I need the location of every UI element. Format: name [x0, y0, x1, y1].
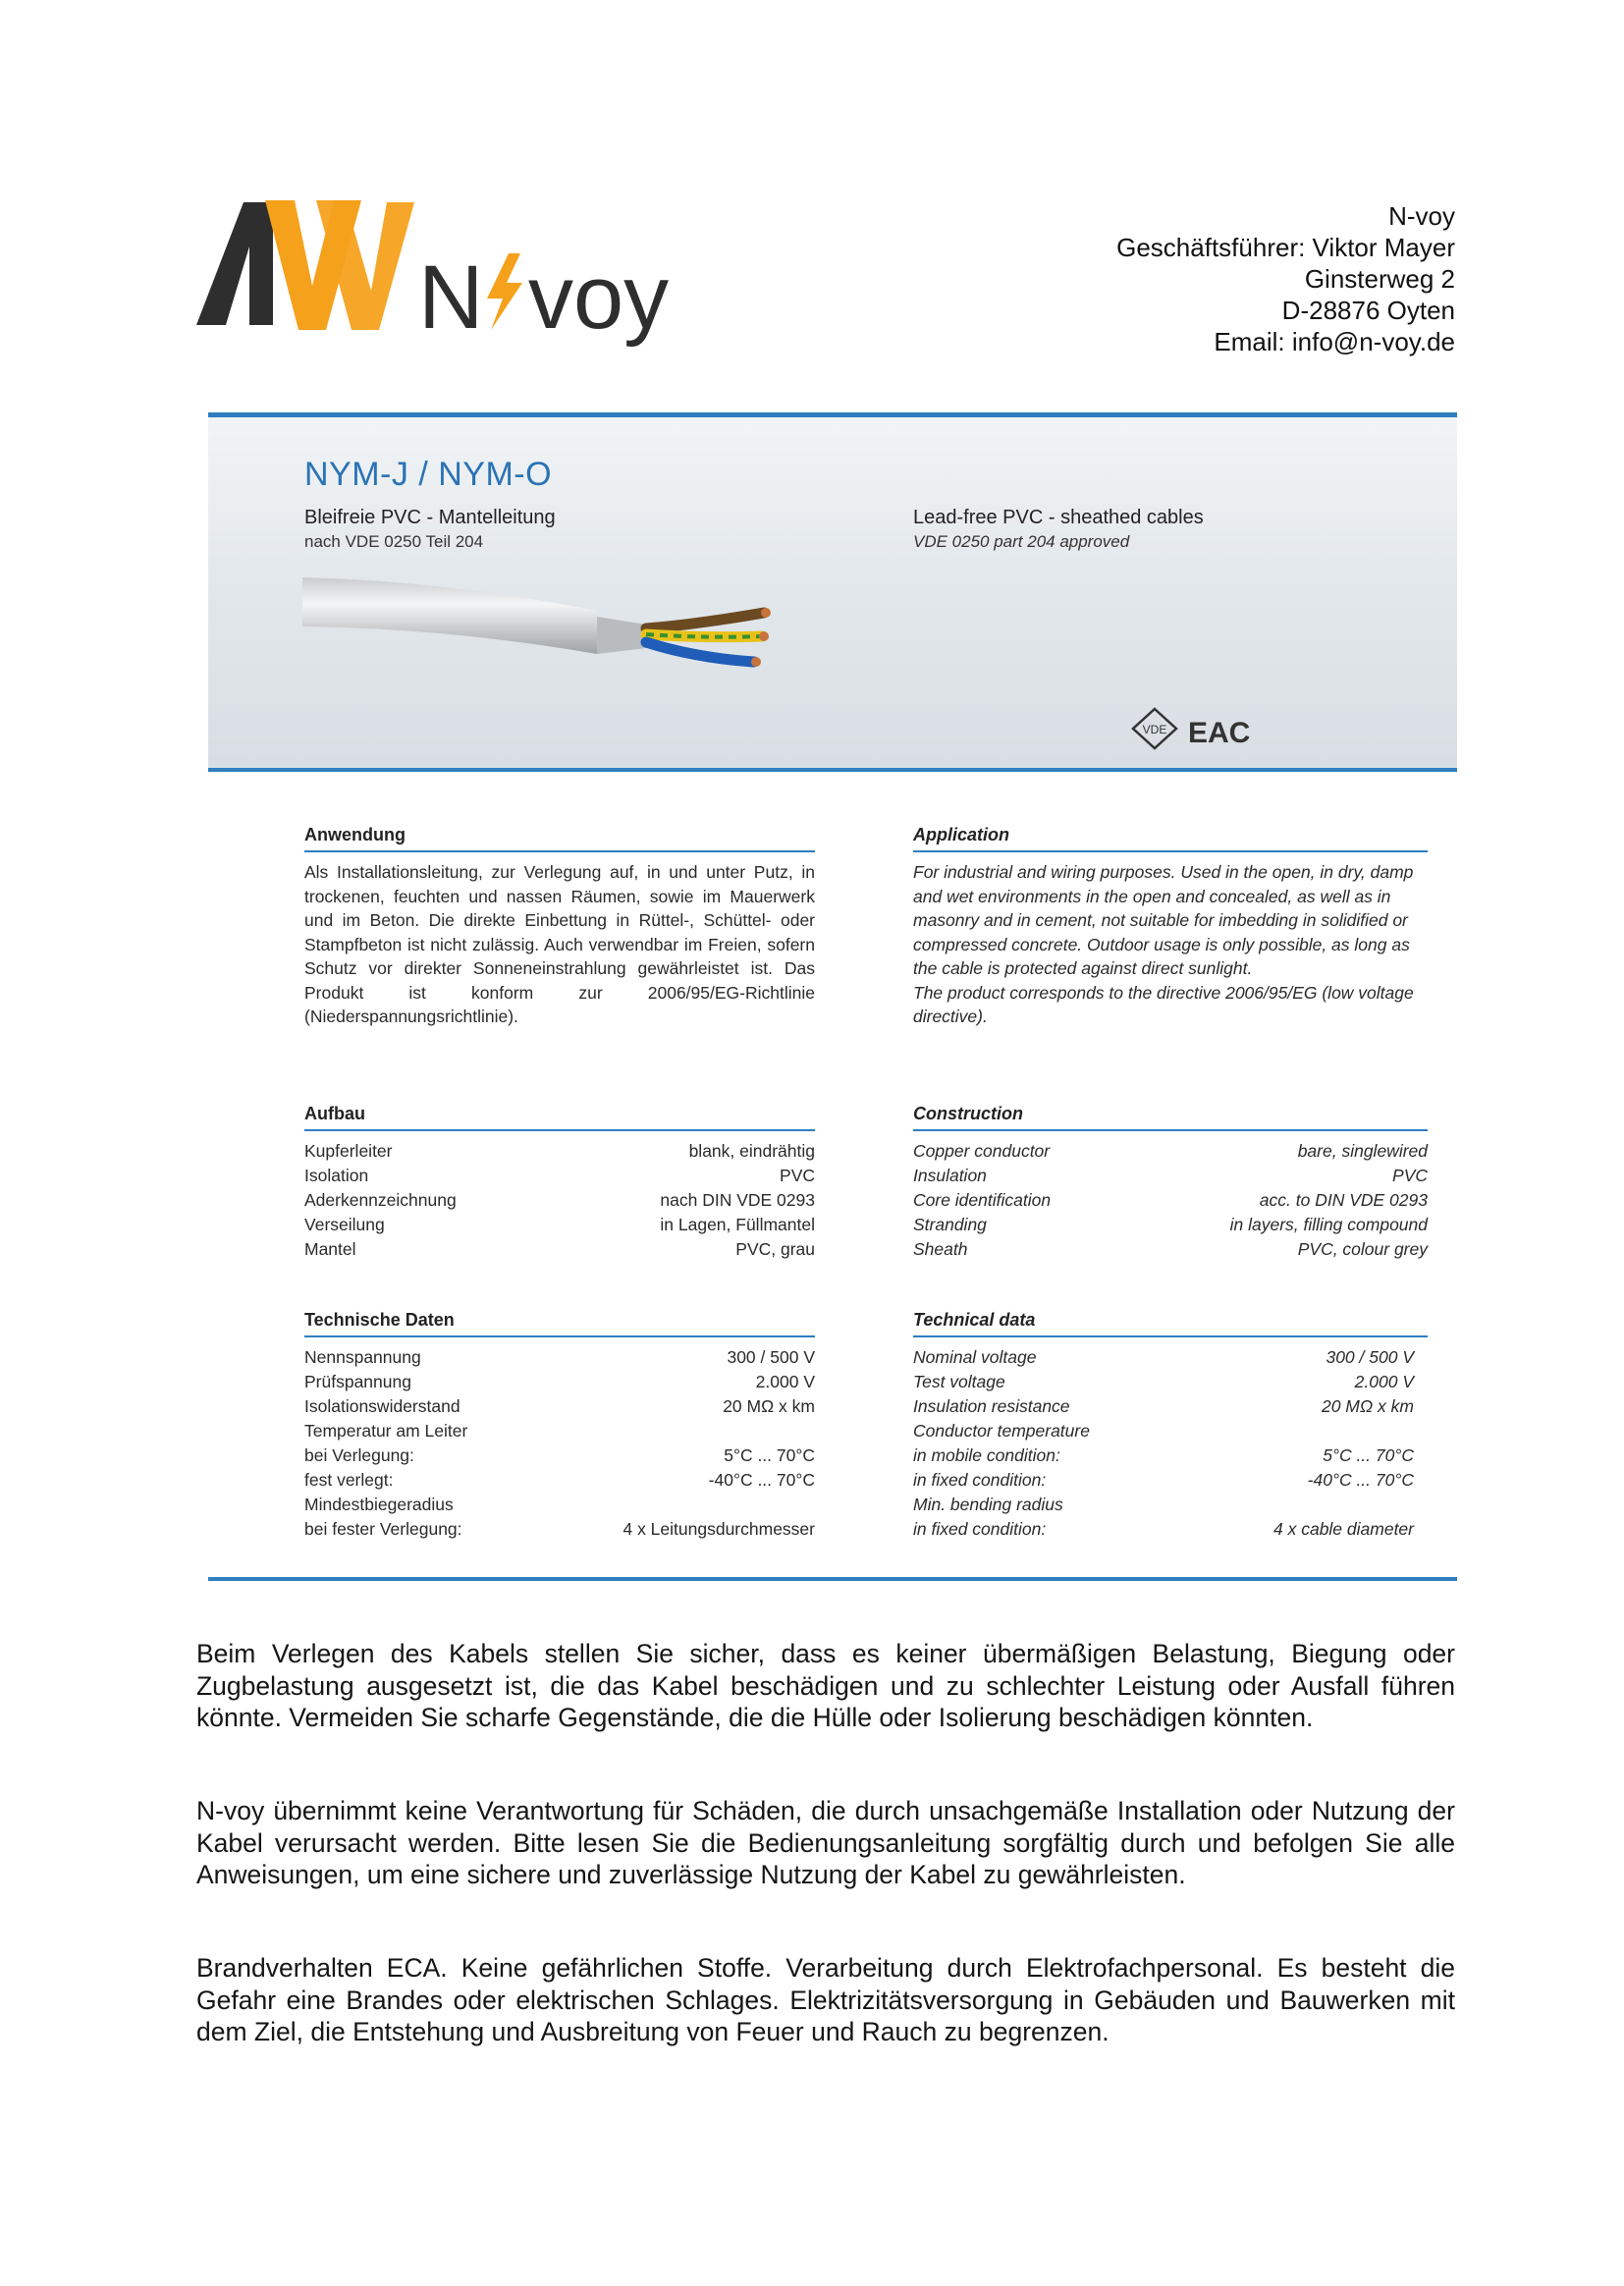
spec-value: -40°C ... 70°C	[708, 1470, 815, 1490]
spec-value: 20 MΩ x km	[723, 1396, 815, 1416]
spec-label: Sheath	[913, 1239, 968, 1259]
company-city: D-28876 Oyten	[1281, 296, 1455, 325]
spec-label: bei Verlegung:	[304, 1445, 414, 1465]
spec-label: Kupferleiter	[304, 1141, 393, 1161]
en-subtitle: Lead-free PVC - sheathed cables	[913, 507, 1204, 528]
spec-value: 300 / 500 V	[727, 1347, 815, 1367]
datasheet	[208, 412, 1457, 1581]
spec-value: blank, eindrähtig	[688, 1141, 815, 1161]
company-logo	[196, 192, 707, 359]
spec-value: nach DIN VDE 0293	[660, 1190, 815, 1210]
spec-label: in fixed condition:	[913, 1519, 1047, 1539]
application-rule	[913, 850, 1428, 852]
product-title: NYM-J / NYM-O	[304, 456, 553, 493]
application-text	[913, 860, 1428, 1029]
spec-label: Nominal voltage	[913, 1347, 1037, 1367]
lightning-icon	[487, 253, 522, 330]
spec-label: Insulation	[913, 1166, 987, 1185]
certification-marks	[1131, 705, 1251, 754]
spec-value: PVC	[1392, 1166, 1428, 1185]
body-paragraph-3: Brandverhalten ECA. Keine gefährlichen Stoffe. Verarbeitung durch Elektrofachpersonal. Es besteht die Gefahr eine Brandes oder elektrischen Schlages. Elektrizitätsversorgung in Gebäuden und Bauwerken mit dem Ziel, die Entstehung und Ausbreitung von Feuer und Rauch zu begrenzen.	[196, 1953, 1455, 2046]
spec-label: Temperatur am Leiter	[304, 1421, 468, 1441]
company-address	[1116, 200, 1455, 357]
de-subtitle: Bleifreie PVC - Mantelleitung	[304, 507, 556, 528]
spec-value: PVC	[780, 1166, 815, 1185]
company-street: Ginsterweg 2	[1304, 264, 1455, 294]
spec-label: Mindestbiegeradius	[304, 1495, 454, 1514]
spec-label: Test voltage	[913, 1372, 1005, 1391]
spec-label: Stranding	[913, 1215, 987, 1234]
sheet-bottom-rule	[208, 1577, 1457, 1581]
banner-rule	[208, 768, 1457, 772]
spec-value: acc. to DIN VDE 0293	[1259, 1190, 1428, 1210]
company-name: N-voy	[1388, 201, 1455, 231]
body-paragraph-2: N-voy übernimmt keine Verantwortung für Schäden, die durch unsachgemäße Installation oder Nutzung der Kabel verursacht werden. Bitte lesen Sie die Bedienungsanleitung sorgfältig durch und befolgen Sie alle Anweisungen, um eine sichere und zuverlässige Nutzung der Kabel zu gewährleisten.	[196, 1796, 1455, 1889]
spec-label: fest verlegt:	[304, 1470, 394, 1490]
eac-mark-icon: EAC	[1188, 717, 1251, 749]
spec-value: in layers, filling compound	[1229, 1215, 1428, 1234]
spec-label: Isolation	[304, 1166, 369, 1185]
construction-table	[913, 1141, 1428, 1269]
spec-value: 5°C ... 70°C	[1323, 1445, 1414, 1465]
construction-rule	[913, 1129, 1428, 1131]
technical-data-title: Technical data	[913, 1310, 1036, 1330]
body-paragraph-1: Beim Verlegen des Kabels stellen Sie sicher, dass es keiner übermäßigen Belastung, Biegung oder Zugbelastung ausgesetzt ist, die das Kabel beschädigen und zu schlechter Leistung oder Ausfall führen könnte. Vermeiden Sie scharfe Gegenstände, die die Hülle oder Isolierung beschädigen könnten.	[196, 1639, 1455, 1732]
spec-label: bei fester Verlegung:	[304, 1519, 462, 1539]
technische-daten-title: Technische Daten	[304, 1310, 455, 1330]
spec-label: Verseilung	[304, 1215, 385, 1234]
logo-brand-n: N	[418, 247, 484, 348]
vde-mark-label: VDE	[1142, 723, 1167, 736]
anwendung-text: Als Installationsleitung, zur Verlegung auf, in und unter Putz, in trockenen, feuchten und nassen Räumen, sowie im Mauerwerk und im Beton. Die direkte Einbettung in Rüttel-, Schüttel- oder Stampfbeton ist nicht zulässig. Auch verwendbar im Freien, sofern Schutz vor direkter Sonneneinstrahlung gewährleistet ist. Das Produkt ist konform zur 2006/95/EG-Richtlinie (Niederspannungsrichtlinie).	[304, 862, 815, 1026]
technische-daten-rule	[304, 1335, 815, 1337]
spec-label: in fixed condition:	[913, 1470, 1047, 1490]
spec-label: Conductor temperature	[913, 1421, 1090, 1441]
spec-value: 300 / 500 V	[1326, 1347, 1414, 1367]
spec-value: PVC, colour grey	[1297, 1239, 1428, 1259]
spec-label: Copper conductor	[913, 1141, 1051, 1161]
company-ceo: Geschäftsführer: Viktor Mayer	[1116, 233, 1455, 262]
spec-value: 4 x Leitungsdurchmesser	[623, 1519, 815, 1539]
spec-label: Mantel	[304, 1239, 356, 1259]
spec-label: Aderkennzeichnung	[304, 1190, 457, 1210]
technische-daten-table	[304, 1347, 815, 1553]
company-email[interactable]: Email: info@n-voy.de	[1214, 327, 1455, 356]
application-text-1: For industrial and wiring purposes. Used in the open, in dry, damp and wet environments in the open and concealed, as well as in masonry and in cement, not suitable for imbedding in solidified or compressed concrete. Outdoor usage is only possible, as long as the cable is protected against direct sunlight.	[913, 862, 1414, 978]
anwendung-title: Anwendung	[304, 825, 406, 844]
spec-label: in mobile condition:	[913, 1445, 1060, 1465]
logo-mark-dark	[196, 202, 273, 325]
application-title: Application	[913, 825, 1009, 844]
aufbau-rule	[304, 1129, 815, 1131]
spec-value: bare, singlewired	[1297, 1141, 1428, 1161]
aufbau-title: Aufbau	[304, 1104, 365, 1123]
spec-label: Nennspannung	[304, 1347, 421, 1367]
logo-brand-voy: voy	[528, 247, 670, 348]
spec-label: Min. bending radius	[913, 1495, 1063, 1514]
spec-value: 5°C ... 70°C	[724, 1445, 815, 1465]
spec-label: Prüfspannung	[304, 1372, 411, 1391]
aufbau-table	[304, 1141, 815, 1269]
spec-value: -40°C ... 70°C	[1307, 1470, 1414, 1490]
spec-label: Core identification	[913, 1190, 1052, 1210]
spec-value: 20 MΩ x km	[1321, 1396, 1414, 1416]
spec-value: 2.000 V	[1354, 1372, 1414, 1391]
spec-value: 2.000 V	[755, 1372, 815, 1391]
cable-image	[302, 560, 852, 687]
en-standard: VDE 0250 part 204 approved	[913, 532, 1130, 551]
spec-label: Isolationswiderstand	[304, 1396, 460, 1416]
construction-title: Construction	[913, 1104, 1023, 1123]
anwendung-rule	[304, 850, 815, 852]
spec-label: Insulation resistance	[913, 1396, 1070, 1416]
spec-value: in Lagen, Füllmantel	[660, 1215, 815, 1234]
technical-data-table	[913, 1347, 1414, 1553]
spec-value: PVC, grau	[735, 1239, 815, 1259]
technical-data-rule	[913, 1335, 1428, 1337]
de-standard: nach VDE 0250 Teil 204	[304, 532, 484, 551]
spec-value: 4 x cable diameter	[1273, 1519, 1414, 1539]
application-text-2: The product corresponds to the directive 2006/95/EG (low voltage directive).	[913, 982, 1414, 1026]
